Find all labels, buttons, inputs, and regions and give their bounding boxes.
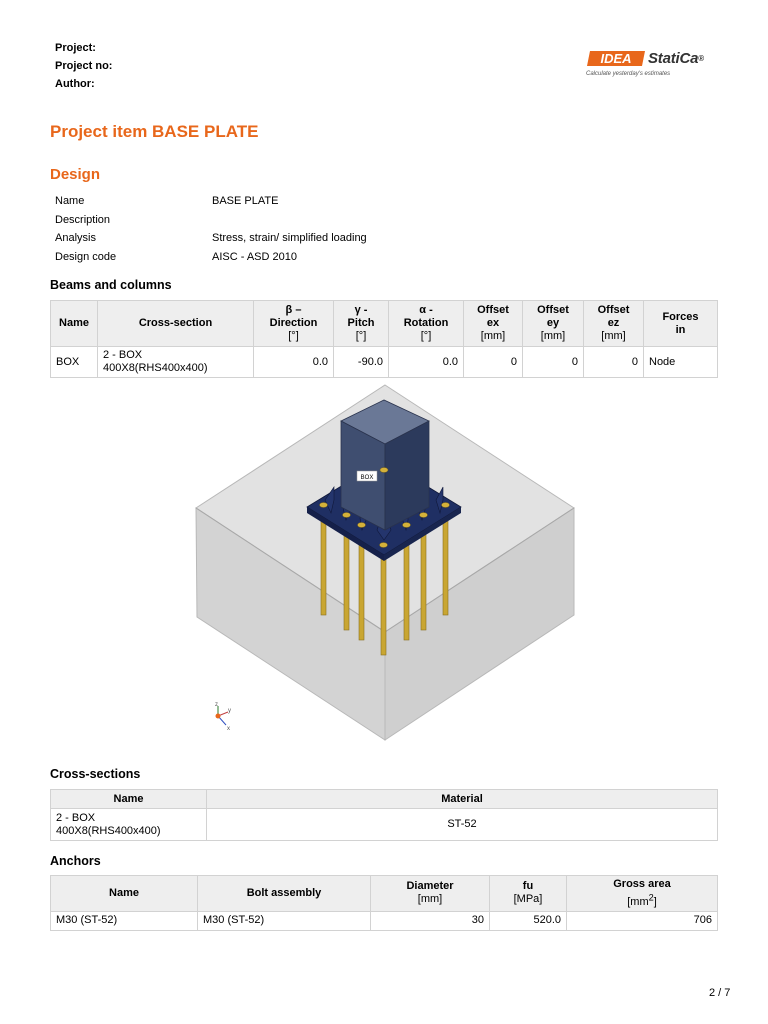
logo-tagline: Calculate yesterday's estimates — [586, 71, 671, 77]
beam-pitch: -90.0 — [334, 347, 389, 378]
design-label: Analysis — [55, 232, 96, 245]
svg-text:x: x — [227, 726, 230, 732]
anchor-bolt-assembly: M30 (ST-52) — [198, 911, 371, 930]
design-label: Name — [55, 195, 85, 208]
project-no-label: Project no: — [55, 60, 113, 72]
design-table — [55, 192, 367, 266]
design-heading: Design — [50, 166, 101, 183]
beam-name: BOX — [51, 347, 98, 378]
logo-mark-text: IDEA — [600, 51, 632, 66]
col-rotation-header: α - Rotation [°] — [389, 301, 464, 347]
base-plate-3d-model — [190, 380, 580, 745]
beams-header-row — [51, 301, 718, 347]
beam-offset-ey: 0 — [523, 347, 584, 378]
project-label: Project: — [55, 42, 96, 54]
col-cross-section-header: Cross-section — [98, 301, 254, 347]
beam-cross-section: 2 - BOX 400X8(RHS400x400) — [98, 347, 254, 378]
box-column — [341, 400, 429, 530]
anchor-fu: 520.0 — [490, 911, 567, 930]
beam-direction: 0.0 — [254, 347, 334, 378]
cross-section-material: ST-52 — [207, 809, 718, 841]
logo-name: StatiCa® — [648, 50, 704, 67]
col-offset-ex-header: Offset ex [mm] — [464, 301, 523, 347]
beam-rotation: 0.0 — [389, 347, 464, 378]
table-row — [51, 911, 718, 930]
report-header — [55, 39, 112, 93]
design-value: BASE PLATE — [212, 195, 279, 208]
design-row — [55, 248, 367, 267]
beams-heading: Beams and columns — [50, 278, 172, 292]
idea-logo-mark — [586, 50, 646, 67]
col-offset-ey-header: Offset ey [mm] — [523, 301, 584, 347]
col-forces-header: Forces in — [644, 301, 718, 347]
cross-sections-heading: Cross-sections — [50, 767, 141, 781]
author-label: Author: — [55, 78, 95, 90]
col-offset-ez-header: Offset ez [mm] — [584, 301, 644, 347]
cross-sections-header-row — [51, 790, 718, 809]
page-title: Project item BASE PLATE — [50, 122, 259, 141]
col-diameter-header: Diameter [mm] — [371, 876, 490, 912]
design-label: Design code — [55, 250, 117, 263]
anchors-heading: Anchors — [50, 854, 101, 868]
anchors-header-row — [51, 876, 718, 912]
design-row — [55, 211, 367, 230]
svg-text:BOX: BOX — [360, 475, 374, 481]
col-material-header: Material — [207, 790, 718, 809]
member-label — [357, 471, 377, 481]
col-pitch-header: γ - Pitch [°] — [334, 301, 389, 347]
col-name-header: Name — [51, 790, 207, 809]
design-label: Description — [55, 213, 111, 226]
anchors-table — [50, 875, 718, 931]
design-row — [55, 192, 367, 211]
table-row — [51, 809, 718, 841]
svg-text:z: z — [215, 702, 218, 708]
beam-forces-in: Node — [644, 347, 718, 378]
col-name-header: Name — [51, 876, 198, 912]
anchor-name: M30 (ST-52) — [51, 911, 198, 930]
col-direction-header: β – Direction [°] — [254, 301, 334, 347]
design-value: AISC - ASD 2010 — [212, 250, 297, 263]
design-row — [55, 229, 367, 248]
idea-statica-logo — [586, 50, 726, 82]
table-row — [51, 347, 718, 378]
page-number: 2 / 7 — [709, 987, 731, 999]
col-fu-header: fu [MPa] — [490, 876, 567, 912]
design-value: Stress, strain/ simplified loading — [212, 232, 367, 245]
svg-text:y: y — [228, 708, 231, 714]
col-bolt-assembly-header: Bolt assembly — [198, 876, 371, 912]
anchor-gross-area: 706 — [567, 911, 718, 930]
beam-offset-ex: 0 — [464, 347, 523, 378]
design-value — [212, 211, 367, 230]
col-name-header: Name — [51, 301, 98, 347]
col-gross-area-header: Gross area $[mm^2]$ — [567, 876, 718, 912]
beams-table — [50, 300, 718, 378]
cross-sections-table — [50, 789, 718, 841]
anchor-diameter: 30 — [371, 911, 490, 930]
beam-offset-ez: 0 — [584, 347, 644, 378]
cross-section-name: 2 - BOX 400X8(RHS400x400) — [51, 809, 207, 841]
axis-gizmo — [215, 702, 231, 732]
